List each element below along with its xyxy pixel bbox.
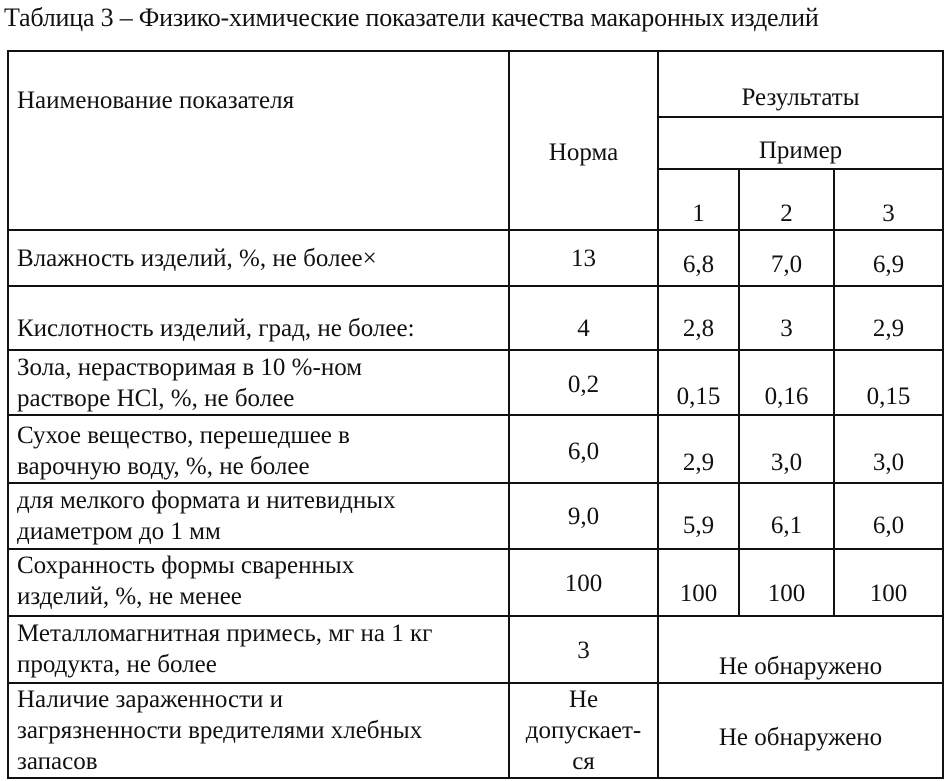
norm-value-line: 13 bbox=[571, 245, 596, 272]
result-example-3: 2,9 bbox=[834, 286, 943, 350]
table-row bbox=[8, 350, 943, 415]
header-results bbox=[658, 51, 943, 117]
indicator-name-line: продукта, не более bbox=[17, 651, 217, 678]
indicator-name-line: диаметром до 1 мм bbox=[17, 518, 221, 545]
header-results-label: Результаты bbox=[741, 84, 860, 111]
table-row bbox=[8, 683, 943, 778]
norm-value-line: 0,2 bbox=[567, 371, 600, 398]
header-example-3: 3 bbox=[834, 169, 943, 230]
indicator-name bbox=[8, 483, 509, 549]
indicator-name bbox=[8, 616, 509, 683]
indicator-name-line: запасов bbox=[17, 748, 98, 775]
indicator-name bbox=[8, 683, 509, 778]
table-caption: Таблица 3 – Физико-химические показатели качества макаронных изделий bbox=[4, 3, 819, 32]
result-example-1: 2,9 bbox=[658, 415, 739, 483]
norm-value-line: 9,0 bbox=[567, 503, 600, 530]
indicator-name bbox=[8, 549, 509, 616]
norm-value bbox=[509, 350, 658, 415]
result-example-3: 3,0 bbox=[834, 415, 943, 483]
norm-value-line: 3 bbox=[577, 637, 590, 664]
header-example-1: 1 bbox=[658, 169, 739, 230]
table-row bbox=[8, 616, 943, 683]
norm-value-line: ся bbox=[572, 748, 595, 775]
indicator-name-line: для мелкого формата и нитевидных bbox=[17, 487, 396, 514]
norm-value-line: Не bbox=[568, 686, 599, 713]
result-example-2: 100 bbox=[739, 549, 834, 616]
norm-value bbox=[509, 286, 658, 350]
result-example-1: 6,8 bbox=[658, 230, 739, 286]
norm-value bbox=[509, 683, 658, 778]
result-example-1: 100 bbox=[658, 549, 739, 616]
header-name-label: Наименование показателя bbox=[17, 87, 295, 114]
norm-value-line: 4 bbox=[577, 315, 590, 342]
table-row bbox=[8, 549, 943, 616]
indicator-name-line: растворе НСl, %, не более bbox=[17, 385, 295, 412]
header-example bbox=[658, 117, 943, 169]
result-merged: Не обнаружено bbox=[658, 683, 943, 778]
norm-value-line: 6,0 bbox=[567, 438, 600, 465]
result-example-2: 6,1 bbox=[739, 483, 834, 549]
result-example-1: 0,15 bbox=[658, 350, 739, 415]
indicator-name-line: загрязненности вредителями хлебных bbox=[17, 717, 423, 744]
indicator-name-line: Металломагнитная примесь, мг на 1 кг bbox=[17, 620, 433, 647]
result-example-3: 100 bbox=[834, 549, 943, 616]
table-row bbox=[8, 483, 943, 549]
table-row bbox=[8, 230, 943, 286]
norm-value bbox=[509, 616, 658, 683]
indicator-name-line: Влажность изделий, %, не более× bbox=[17, 245, 377, 272]
table-body bbox=[8, 230, 943, 778]
result-example-2: 3,0 bbox=[739, 415, 834, 483]
indicator-name-line: Зола, нерастворимая в 10 %-ном bbox=[17, 354, 363, 381]
norm-value bbox=[509, 230, 658, 286]
header-norm-label: Норма bbox=[548, 139, 619, 166]
header-norm bbox=[509, 51, 658, 230]
indicator-name-line: Сохранность формы сваренных bbox=[17, 552, 355, 579]
header-name bbox=[8, 51, 509, 230]
quality-table bbox=[7, 50, 944, 779]
norm-value bbox=[509, 549, 658, 616]
indicator-name bbox=[8, 415, 509, 483]
result-example-3: 0,15 bbox=[834, 350, 943, 415]
indicator-name bbox=[8, 286, 509, 350]
indicator-name-line: Сухое вещество, перешедшее в bbox=[17, 422, 350, 449]
header-example-label: Пример bbox=[758, 137, 843, 164]
indicator-name-line: изделий, %, не менее bbox=[17, 583, 242, 610]
indicator-name-line: Кислотность изделий, град, не более: bbox=[17, 315, 415, 342]
norm-value-line: допускает- bbox=[525, 717, 642, 744]
indicator-name-line: варочную воду, %, не более bbox=[17, 453, 310, 480]
indicator-name-line: Наличие зараженности и bbox=[17, 686, 284, 713]
result-example-3: 6,0 bbox=[834, 483, 943, 549]
indicator-name bbox=[8, 350, 509, 415]
result-example-2: 7,0 bbox=[739, 230, 834, 286]
result-example-1: 2,8 bbox=[658, 286, 739, 350]
norm-value bbox=[509, 415, 658, 483]
result-example-3: 6,9 bbox=[834, 230, 943, 286]
result-example-2: 0,16 bbox=[739, 350, 834, 415]
table-row bbox=[8, 415, 943, 483]
header-example-2: 2 bbox=[739, 169, 834, 230]
result-example-2: 3 bbox=[739, 286, 834, 350]
result-example-1: 5,9 bbox=[658, 483, 739, 549]
norm-value-line: 100 bbox=[564, 570, 603, 597]
norm-value bbox=[509, 483, 658, 549]
result-merged: Не обнаружено bbox=[658, 616, 943, 683]
table-row bbox=[8, 286, 943, 350]
indicator-name bbox=[8, 230, 509, 286]
